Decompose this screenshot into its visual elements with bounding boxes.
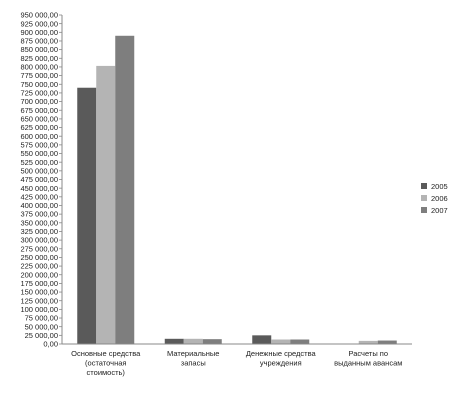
y-tick-label: 275 000,00 [20, 244, 58, 254]
y-tick-label: 250 000,00 [20, 253, 58, 263]
y-tick-label: 425 000,00 [20, 192, 58, 202]
y-tick-label: 600 000,00 [20, 131, 58, 141]
y-tick-label: 350 000,00 [20, 218, 58, 228]
y-tick-label: 550 000,00 [20, 149, 58, 159]
legend-swatch [421, 183, 427, 189]
y-tick-label: 675 000,00 [20, 105, 58, 115]
bar [77, 88, 96, 344]
y-tick-label: 650 000,00 [20, 114, 58, 124]
y-tick-label: 875 000,00 [20, 36, 58, 46]
y-tick-label: 225 000,00 [20, 261, 58, 271]
x-axis [62, 344, 412, 377]
x-category-label: Расчеты по выданным авансам [334, 349, 403, 368]
legend-swatch [421, 195, 427, 201]
bar [165, 339, 184, 344]
bar [115, 36, 134, 344]
y-tick-label: 625 000,00 [20, 123, 58, 133]
y-tick-label: 850 000,00 [20, 45, 58, 55]
bar [271, 339, 290, 344]
y-tick-label: 825 000,00 [20, 53, 58, 63]
bar [252, 335, 271, 344]
bar [378, 341, 397, 344]
y-tick-label: 75 000,00 [24, 313, 58, 323]
y-tick-label: 475 000,00 [20, 175, 58, 185]
legend-label: 2007 [431, 206, 448, 215]
y-tick-label: 800 000,00 [20, 62, 58, 72]
y-tick-label: 575 000,00 [20, 140, 58, 150]
y-tick-label: 325 000,00 [20, 227, 58, 237]
y-tick-label: 700 000,00 [20, 97, 58, 107]
bar [184, 339, 203, 344]
bar [96, 66, 115, 344]
y-tick-label: 525 000,00 [20, 157, 58, 167]
y-tick-label: 100 000,00 [20, 304, 58, 314]
y-tick-label: 725 000,00 [20, 88, 58, 98]
y-tick-label: 175 000,00 [20, 278, 58, 288]
y-axis [20, 11, 62, 349]
y-tick-label: 300 000,00 [20, 235, 58, 245]
legend-label: 2005 [431, 182, 448, 191]
x-category-label: Основные средства (остаточная стоимость) [71, 349, 141, 377]
y-tick-label: 925 000,00 [20, 19, 58, 29]
bars [77, 36, 397, 344]
y-tick-label: 50 000,00 [24, 322, 58, 332]
y-tick-label: 25 000,00 [24, 330, 58, 340]
bar [290, 339, 309, 344]
y-tick-label: 450 000,00 [20, 183, 58, 193]
legend-label: 2006 [431, 194, 448, 203]
legend-swatch [421, 207, 427, 213]
y-tick-label: 750 000,00 [20, 79, 58, 89]
bar [203, 339, 222, 344]
y-tick-label: 375 000,00 [20, 209, 58, 219]
y-tick-label: 950 000,00 [20, 10, 58, 20]
y-tick-label: 125 000,00 [20, 296, 58, 306]
y-tick-label: 900 000,00 [20, 27, 58, 37]
x-category-label: Материальные запасы [167, 349, 220, 368]
y-tick-label: 400 000,00 [20, 201, 58, 211]
y-tick-label: 200 000,00 [20, 270, 58, 280]
y-tick-label: 0,00 [43, 339, 58, 349]
x-category-label: Денежные средства учреждения [245, 349, 316, 368]
y-tick-label: 500 000,00 [20, 166, 58, 176]
y-tick-label: 775 000,00 [20, 71, 58, 81]
legend [421, 182, 448, 215]
y-tick-label: 150 000,00 [20, 287, 58, 297]
